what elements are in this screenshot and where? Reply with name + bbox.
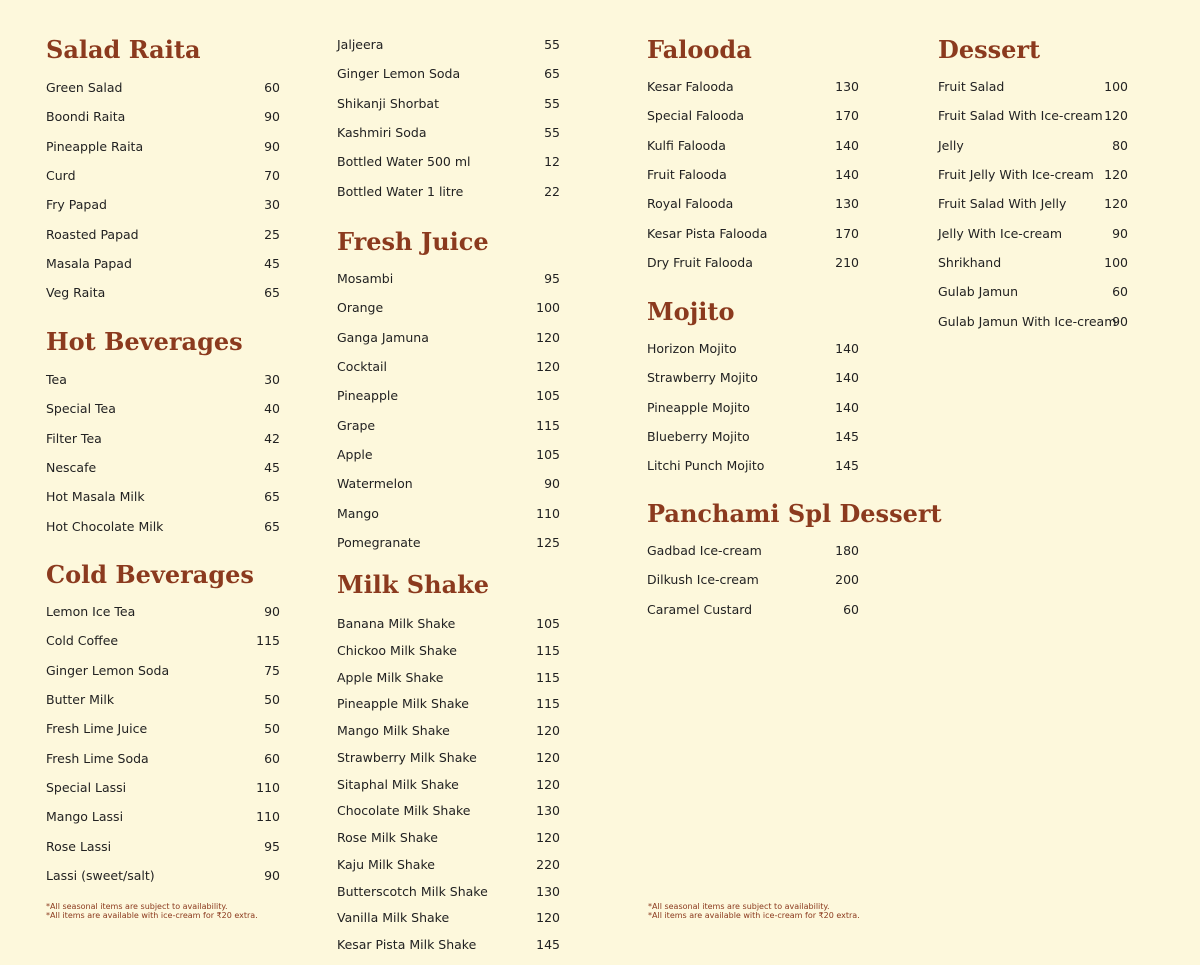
menu-item [337,418,567,434]
section-panchami-spl-dessert [647,499,942,617]
menu-item [46,780,280,796]
menu-item [337,643,567,659]
menu-item-name: Kesar Pista Falooda [647,225,768,241]
menu-item-price: 120 [1104,108,1128,124]
menu-item [938,314,1168,330]
menu-item-price: 25 [264,226,280,242]
footnote-line: *All seasonal items are subject to availability. [46,902,228,911]
menu-item [337,857,567,873]
menu-item-name: Gadbad Ice-cream [647,543,762,558]
menu-item [46,401,280,417]
footnote-line: *All seasonal items are subject to availability. [648,902,830,911]
menu-item-name: Hot Masala Milk [46,489,145,505]
menu-item [337,37,567,53]
menu-item-name: Litchi Punch Mojito [647,458,765,474]
menu-item [46,226,280,243]
menu-item [647,543,877,559]
menu-item-name: Banana Milk Shake [337,616,456,631]
menu-item-price: 65 [264,518,280,534]
menu-item-name: Fruit Jelly With Ice-cream [938,167,1094,183]
menu-item [46,518,280,535]
menu-item [46,256,280,272]
menu-item [337,476,567,492]
menu-item-name: Tea [46,372,67,387]
menu-item-name: Pineapple Milk Shake [337,696,469,712]
menu-item-name: Gulab Jamun With Ice-cream [938,313,1117,329]
section-mojito [647,297,859,474]
section-milk-shake [337,570,560,952]
menu-item [337,670,567,686]
menu-item-name: Bottled Water 500 ml [337,154,471,170]
menu-item-name: Ginger Lemon Soda [46,662,170,678]
menu-item [337,535,567,551]
menu-item [938,196,1168,212]
section-title: Falooda [647,35,752,64]
menu-item-name: Grape [337,417,376,433]
menu-item-price: 125 [536,535,560,551]
menu-item-name: Orange [337,300,384,316]
menu-item-price: 55 [544,125,560,141]
menu-item [647,138,877,154]
menu-item-name: Green Salad [46,80,123,95]
menu-item-name: Curd [46,168,76,184]
menu-item [337,96,567,112]
menu-item-name: Royal Falooda [647,196,734,212]
menu-item-name: Fry Papad [46,197,107,213]
menu-item [337,330,567,346]
menu-item-price: 180 [835,543,859,558]
menu-item-name: Kaju Milk Shake [337,856,435,872]
menu-item [46,721,280,737]
section-salad-raita [46,35,280,301]
menu-item-name: Mosambi [337,271,394,286]
menu-item-name: Shikanji Shorbat [337,95,439,111]
menu-item-price: 95 [264,838,280,854]
menu-item-price: 140 [835,370,859,386]
menu-item [337,506,567,522]
menu-item-name: Pomegranate [337,535,421,551]
menu-item-price: 90 [1112,225,1128,241]
menu-item-price: 42 [264,430,280,446]
section-hot-beverages [46,327,280,534]
menu-item-name: Sitaphal Milk Shake [337,776,459,792]
menu-item-name: Shrikhand [938,255,1002,271]
menu-item [337,271,567,287]
menu-item-name: Roasted Papad [46,226,139,242]
menu-item-name: Butter Milk [46,692,115,708]
menu-item-price: 45 [264,460,280,476]
menu-item-price: 60 [264,80,280,95]
menu-item [46,138,280,155]
section-title: Salad Raita [46,35,201,64]
menu-item [337,830,567,846]
menu-item [647,255,877,271]
footnote-right [648,902,860,920]
menu-item [938,167,1168,183]
section-title: Panchami Spl Dessert [647,499,942,528]
menu-item [337,910,567,926]
menu-item [337,616,567,632]
menu-item [647,79,877,95]
menu-item-price: 130 [536,803,560,819]
menu-item-price: 55 [544,37,560,52]
menu-item-name: Watermelon [337,476,413,492]
menu-item-name: Rose Milk Shake [337,830,438,845]
menu-item [337,937,567,953]
menu-item [647,108,877,124]
menu-item-price: 105 [536,447,560,463]
section-title: Mojito [647,297,735,326]
menu-item [46,372,280,388]
menu-item [938,79,1168,95]
menu-item-price: 65 [544,66,560,82]
menu-item-price: 115 [536,696,560,712]
menu-item-price: 120 [536,359,560,375]
menu-item-name: Jelly [938,137,964,153]
menu-item-name: Special Tea [46,401,116,417]
menu-item-price: 115 [536,669,560,685]
menu-item-name: Jelly With Ice-cream [938,225,1063,241]
menu-item-price: 170 [835,108,859,124]
menu-item-name: Filter Tea [46,430,102,446]
menu-item-price: 110 [256,780,280,796]
menu-item [46,692,280,708]
menu-item-name: Fresh Lime Juice [46,721,148,737]
menu-item-price: 65 [264,285,280,301]
menu-item [647,458,877,474]
menu-item-price: 90 [264,138,280,154]
menu-item-price: 50 [264,721,280,737]
menu-item-name: Butterscotch Milk Shake [337,883,488,899]
menu-item-price: 40 [264,401,280,417]
menu-item [46,868,280,884]
menu-item-price: 55 [544,95,560,111]
menu-item-price: 170 [835,225,859,241]
menu-item [337,447,567,463]
menu-item-name: Fresh Lime Soda [46,750,149,766]
menu-item [938,108,1168,124]
menu-item-name: Special Falooda [647,108,745,124]
menu-item-price: 140 [835,341,859,356]
menu-item [938,284,1168,300]
menu-item-name: Veg Raita [46,285,106,301]
menu-item-price: 110 [256,809,280,825]
menu-item-price: 90 [264,604,280,619]
menu-item-price: 120 [536,749,560,765]
menu-item [647,602,877,618]
menu-item [337,803,567,819]
menu-item-name: Strawberry Mojito [647,370,758,386]
menu-item-name: Bottled Water 1 litre [337,183,464,199]
section-falooda [647,35,859,271]
section-title: Cold Beverages [46,560,254,589]
menu-item [337,184,567,200]
menu-item-name: Fruit Falooda [647,167,727,183]
menu-item-price: 120 [536,329,560,345]
menu-item-name: Cold Coffee [46,633,119,649]
menu-item [647,429,877,445]
menu-item-price: 145 [536,937,560,952]
menu-item [337,125,567,141]
menu-item [938,138,1168,154]
menu-item [337,750,567,766]
menu-item-name: Fruit Salad [938,79,1005,94]
section-title: Milk Shake [337,570,490,599]
menu-item [46,197,280,213]
menu-item-price: 120 [1104,167,1128,183]
menu-item-name: Kashmiri Soda [337,125,427,141]
menu-item [337,300,567,316]
menu-item [337,884,567,900]
menu-item-price: 200 [835,572,859,588]
menu-item-price: 140 [835,167,859,183]
menu-item-price: 120 [536,830,560,845]
section-cold-beverages [46,560,280,884]
menu-item [647,167,877,183]
menu-item [46,168,280,184]
menu-item-price: 140 [835,399,859,415]
menu-item-price: 220 [536,856,560,872]
menu-item-name: Hot Chocolate Milk [46,518,164,534]
menu-item-name: Dry Fruit Falooda [647,255,753,271]
menu-item-name: Horizon Mojito [647,341,737,356]
section-title: Dessert [938,35,1041,64]
menu-item [647,400,877,416]
menu-item [647,370,877,386]
footnote-line: *All items are available with ice-cream for ₹20 extra. [648,911,860,920]
menu-item-name: Apple Milk Shake [337,669,444,685]
menu-item-name: Boondi Raita [46,109,126,125]
menu-item-price: 90 [1112,313,1128,329]
menu-item [337,359,567,375]
menu-item-name: Jaljeera [337,37,384,52]
menu-item-price: 115 [536,417,560,433]
menu-item-name: Chocolate Milk Shake [337,803,471,819]
menu-item-name: Gulab Jamun [938,284,1019,300]
menu-item-name: Lassi (sweet/salt) [46,868,155,884]
menu-item-price: 100 [536,300,560,316]
menu-item [337,388,567,404]
menu-item-price: 30 [264,372,280,387]
menu-item [46,809,280,825]
menu-item [46,750,280,767]
menu-item-price: 120 [1104,196,1128,212]
menu-item-price: 22 [544,183,560,199]
menu-item [337,154,567,170]
menu-item-price: 45 [264,256,280,272]
menu-item-name: Kesar Falooda [647,79,734,94]
menu-item-name: Pineapple Raita [46,138,144,154]
menu-item-price: 90 [264,868,280,884]
menu-item-name: Fruit Salad With Ice-cream [938,108,1103,124]
menu-item-name: Cocktail [337,359,387,375]
menu-item-name: Chickoo Milk Shake [337,642,458,658]
menu-item-name: Caramel Custard [647,601,753,617]
menu-item-price: 90 [264,109,280,125]
menu-item-price: 12 [544,154,560,170]
menu-item-price: 210 [835,255,859,271]
menu-item-name: Blueberry Mojito [647,429,750,445]
menu-item-price: 75 [264,662,280,678]
menu-item-price: 70 [264,168,280,184]
menu-item-price: 60 [843,601,859,617]
menu-item [647,196,877,212]
menu-item-name: Kulfi Falooda [647,137,726,153]
menu-item [46,662,280,679]
menu-item-price: 50 [264,692,280,708]
menu-item-price: 90 [544,476,560,492]
menu-item-price: 115 [256,633,280,649]
menu-item-price: 110 [536,505,560,521]
menu-item [337,696,567,712]
menu-item [337,723,567,739]
menu-item-price: 60 [1112,284,1128,300]
section-fresh-juice [337,227,560,551]
menu-item [46,604,280,620]
menu-item-name: Apple [337,447,373,463]
menu-item-price: 140 [835,137,859,153]
menu-item-price: 130 [835,79,859,94]
menu-item-price: 105 [536,616,560,631]
menu-item [938,226,1168,242]
menu-item [337,777,567,793]
menu-item-price: 65 [264,489,280,505]
menu-item [46,430,280,447]
menu-item-price: 100 [1104,255,1128,271]
menu-item-name: Pineapple Mojito [647,399,750,415]
menu-item-name: Ganga Jamuna [337,329,429,345]
menu-item-name: Nescafe [46,460,97,476]
menu-item-name: Vanilla Milk Shake [337,910,450,926]
menu-item [647,572,877,588]
menu-item-price: 145 [835,458,859,474]
section-title: Fresh Juice [337,227,489,256]
menu-item-name: Ginger Lemon Soda [337,66,461,82]
menu-item-name: Mango Lassi [46,809,124,825]
menu-item-price: 60 [264,750,280,766]
menu-item [647,341,877,357]
menu-item-price: 120 [536,723,560,738]
menu-item [46,109,280,125]
menu-item-name: Lemon Ice Tea [46,604,136,619]
menu-item-name: Special Lassi [46,780,127,796]
menu-item-name: Pineapple [337,388,399,404]
menu-item-name: Rose Lassi [46,838,112,854]
menu-item-price: 95 [544,271,560,286]
menu-item-name: Kesar Pista Milk Shake [337,937,477,952]
menu-item-price: 120 [536,910,560,926]
menu-item [938,255,1168,271]
menu-item [46,633,280,649]
footnote-left [46,902,258,920]
menu-item [647,226,877,242]
menu-item-name: Mango [337,505,379,521]
section-dessert [938,35,1128,329]
menu-item [46,489,280,505]
menu-item-price: 100 [1104,79,1128,94]
menu-item-name: Mango Milk Shake [337,723,450,738]
menu-item [46,285,280,301]
footnote-line: *All items are available with ice-cream for ₹20 extra. [46,911,258,920]
menu-item [337,66,567,82]
menu-item-price: 105 [536,388,560,404]
menu-item-price: 115 [536,642,560,658]
menu-item-name: Strawberry Milk Shake [337,749,477,765]
menu-item-price: 30 [264,197,280,213]
menu-item-name: Dilkush Ice-cream [647,572,759,588]
section-title: Hot Beverages [46,327,243,356]
menu-item [46,460,280,476]
menu-item-name: Fruit Salad With Jelly [938,196,1067,212]
menu-item-price: 80 [1112,137,1128,153]
menu-item-price: 120 [536,776,560,792]
menu-item [46,80,280,96]
menu-item-price: 130 [835,196,859,212]
menu-item-price: 130 [536,883,560,899]
menu-item-name: Masala Papad [46,256,132,272]
menu-item-price: 145 [835,429,859,445]
menu-item [46,838,280,855]
